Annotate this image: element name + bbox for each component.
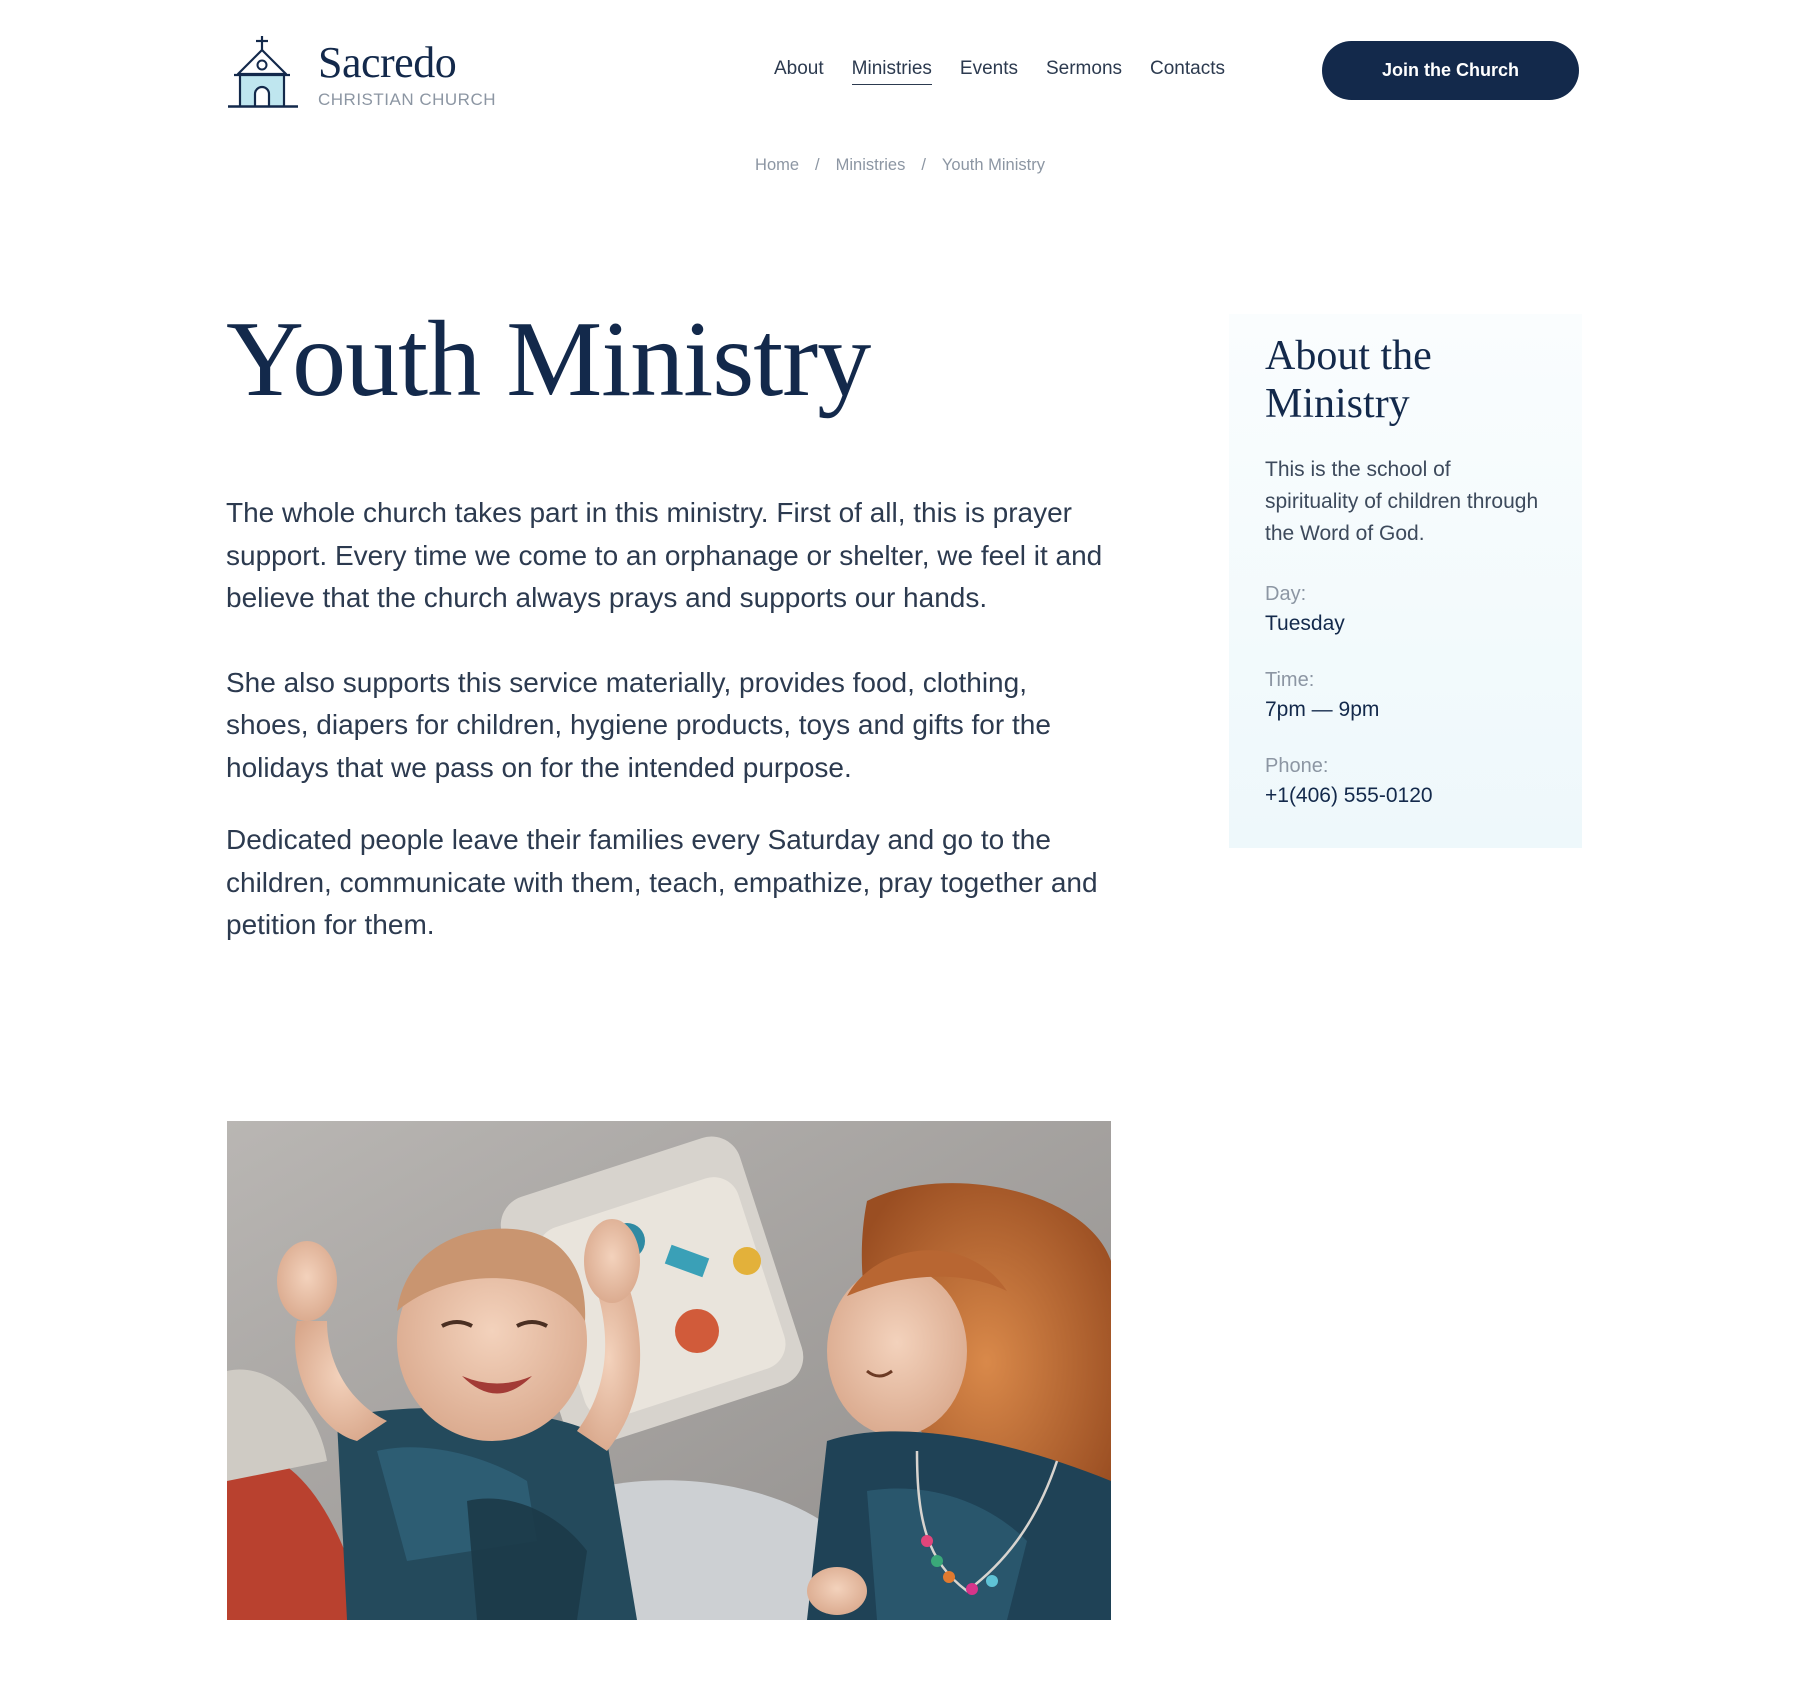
info-time [1265,666,1546,726]
brand-name: Sacredo [318,38,457,87]
nav-item-ministries[interactable]: Ministries [852,58,932,85]
breadcrumb-separator: / [815,156,820,174]
info-label: Phone: [1265,755,1329,777]
nav-item-about[interactable]: About [774,58,824,79]
paragraph: She also supports this service materially, provides food, clothing, shoes, diapers for children, hygiene products, toys and gifts for the holidays that we pass on for the intended purpose. [226,666,1051,783]
ministry-description [226,492,1106,989]
nav-item-events[interactable]: Events [959,58,1018,79]
nav-item-contacts[interactable]: Contacts [1150,58,1225,79]
main-nav [774,58,1253,85]
breadcrumb-separator: / [921,156,926,174]
page-title: Youth Ministry [226,300,871,419]
nav-item-sermons[interactable]: Sermons [1045,58,1123,79]
paragraph: The whole church takes part in this ministry. First of all, this is prayer support. Every time we come to an orphanage or shelter, we feel it and believe that the church always prays and supports our hands. [226,497,1103,613]
brand-tagline: CHRISTIAN CHURCH [318,90,496,109]
children-photo-image [227,1121,1111,1620]
info-phone [1265,752,1546,812]
paragraph: Dedicated people leave their families every Saturday and go to the children, communicate with them, teach, empathize, pray together and petition for them. [226,824,1098,940]
ministry-photo [227,1121,1111,1620]
brand-logo-link[interactable] [226,34,496,110]
sidebar-description: This is the school of spirituality of children through the Word of God. [1265,458,1539,545]
info-value: 7pm — 9pm [1265,698,1380,721]
breadcrumb-ministries[interactable]: Ministries [835,156,906,174]
ministry-info-card [1229,314,1582,848]
phone-number[interactable]: +1(406) 555-0120 [1265,784,1433,807]
info-day [1265,580,1546,640]
info-label: Time: [1265,669,1315,691]
info-label: Day: [1265,583,1307,605]
sidebar-title: About the Ministry [1265,333,1432,427]
church-building-icon [226,34,298,110]
info-value: Tuesday [1265,612,1345,635]
join-church-button[interactable]: Join the Church [1322,41,1579,100]
breadcrumb-current: Youth Ministry [941,156,1045,174]
breadcrumb [0,156,1800,175]
breadcrumb-home[interactable]: Home [755,156,800,174]
